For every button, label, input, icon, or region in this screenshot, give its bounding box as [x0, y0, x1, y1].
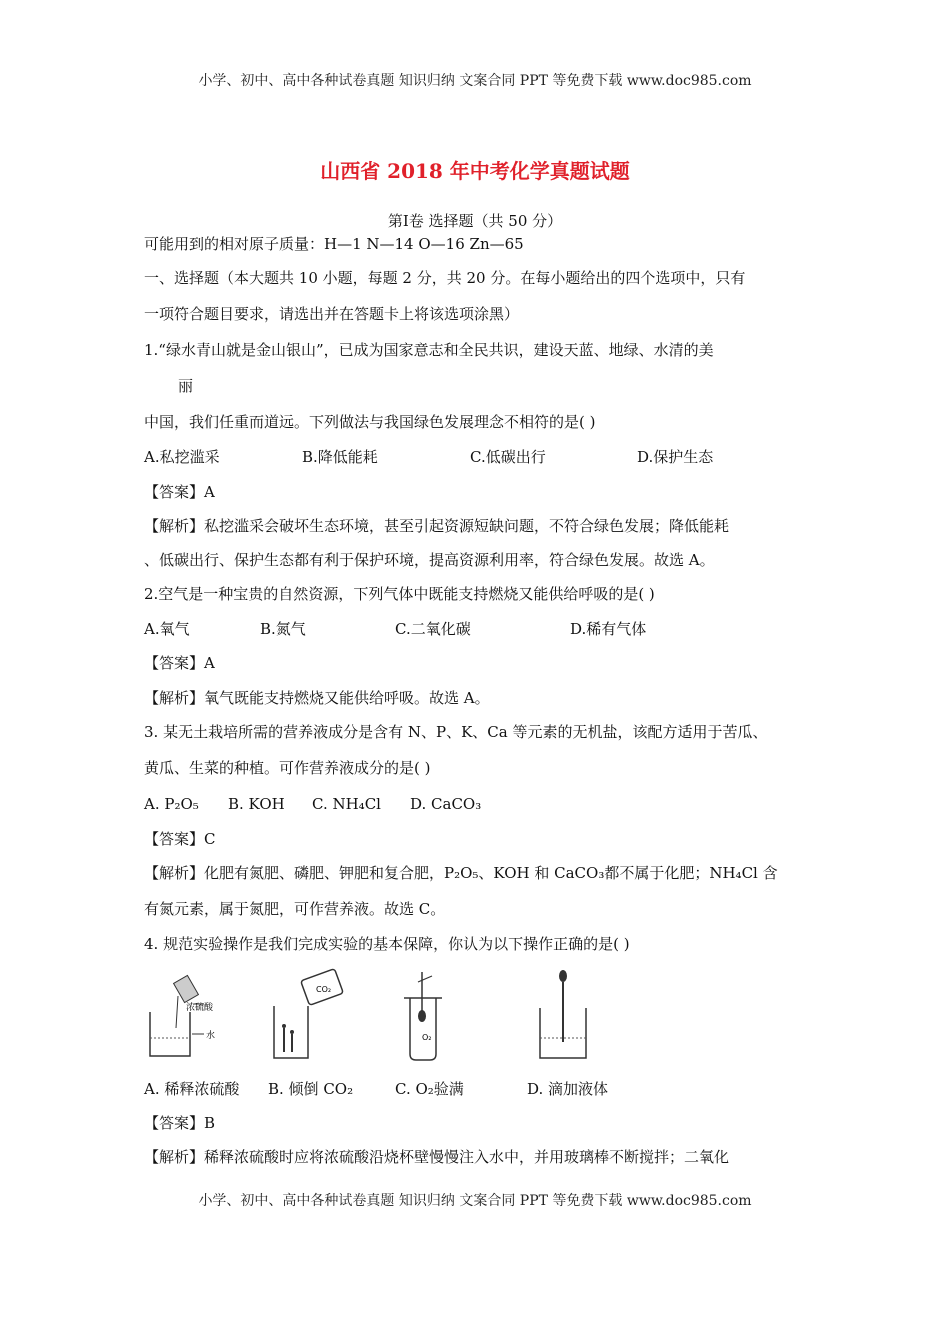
page-title: 山西省 2018 年中考化学真题试题	[320, 159, 630, 183]
q1-line-1: 1.“绿水青山就是金山银山”，已成为国家意志和全民共识，建设天蓝、地绿、水清的美	[144, 341, 714, 359]
q3-option-d: D. CaCO₃	[410, 795, 482, 813]
q2-option-d: D.稀有气体	[570, 620, 647, 638]
q3-line-2: 黄瓜、生菜的种植。可作营养液成分的是( )	[144, 759, 431, 777]
figure-c-o2-test	[398, 968, 458, 1064]
q4-option-b: B. 倾倒 CO₂	[268, 1080, 354, 1098]
q3-option-a: A. P₂O₅	[144, 795, 199, 813]
q3-analysis-2: 有氮元素，属于氮肥，可作营养液。故选 C。	[144, 900, 446, 918]
q1-option-b: B.降低能耗	[302, 448, 378, 466]
q1-analysis-2: 、低碳出行、保护生态都有利于保护环境，提高资源利用率，符合绿色发展。故选 A。	[144, 551, 715, 569]
q1-line-2: 丽	[178, 377, 194, 395]
q4-option-a: A. 稀释浓硫酸	[144, 1080, 240, 1098]
q1-answer: 【答案】A	[144, 483, 215, 501]
q3-line-1: 3. 某无土栽培所需的营养液成分是含有 N、P、K、Ca 等元素的无机盐，该配方适用于苦瓜、	[144, 723, 768, 741]
q1-analysis-1: 【解析】私挖滥采会破坏生态环境，甚至引起资源短缺问题，不符合绿色发展；降低能耗	[144, 517, 730, 535]
q2-option-a: A.氧气	[144, 620, 190, 638]
atomic-mass-line: 可能用到的相对原子质量：H—1 N—14 O—16 Zn—65	[144, 235, 524, 253]
q2-option-c: C.二氧化碳	[395, 620, 471, 638]
q1-option-a: A.私挖滥采	[144, 448, 220, 466]
figure-c-label-o2: O₂	[422, 1033, 432, 1042]
q1-option-d: D.保护生态	[637, 448, 714, 466]
q4-line: 4. 规范实验操作是我们完成实验的基本保障，你认为以下操作正确的是( )	[144, 935, 630, 953]
figure-b-label-co2: CO₂	[316, 985, 332, 994]
q4-option-c: C. O₂验满	[395, 1080, 464, 1098]
page-footer: 小学、初中、高中各种试卷真题 知识归纳 文案合同 PPT 等免费下载 www.doc985.com	[198, 1193, 752, 1209]
instruction-line-1: 一、选择题（本大题共 10 小题，每题 2 分，共 20 分。在每小题给出的四个选项中，只有	[144, 269, 746, 287]
q2-answer: 【答案】A	[144, 654, 215, 672]
q2-line: 2.空气是一种宝贵的自然资源，下列气体中既能支持燃烧又能供给呼吸的是( )	[144, 585, 655, 603]
q2-option-b: B.氮气	[260, 620, 306, 638]
figure-a-label-water: 水	[206, 1031, 216, 1041]
figure-b-pour-co2	[268, 968, 348, 1064]
q4-option-d: D. 滴加液体	[527, 1080, 609, 1098]
q3-analysis-1: 【解析】化肥有氮肥、磷肥、钾肥和复合肥，P₂O₅、KOH 和 CaCO₃都不属于化肥；NH₄Cl 含	[144, 864, 778, 882]
q4-analysis: 【解析】稀释浓硫酸时应将浓硫酸沿烧杯壁慢慢注入水中，并用玻璃棒不断搅拌；二氧化	[144, 1148, 730, 1166]
q4-answer: 【答案】B	[144, 1114, 216, 1132]
figure-a-dilute-acid	[146, 968, 222, 1064]
q3-option-c: C. NH₄Cl	[312, 795, 381, 813]
figure-d-dropper	[530, 968, 600, 1064]
q1-option-c: C.低碳出行	[470, 448, 546, 466]
q1-line-3: 中国，我们任重而道远。下列做法与我国绿色发展理念不相符的是( )	[144, 413, 596, 431]
instruction-line-2: 一项符合题目要求，请选出并在答题卡上将该选项涂黑）	[144, 305, 520, 323]
q3-option-b: B. KOH	[228, 795, 285, 813]
q3-answer: 【答案】C	[144, 830, 216, 848]
q2-analysis: 【解析】氧气既能支持燃烧又能供给呼吸。故选 A。	[144, 689, 490, 707]
section-heading: 第Ⅰ卷 选择题（共 50 分）	[387, 212, 563, 230]
figure-a-label-acid: 浓硫酸	[186, 1003, 214, 1013]
page-header: 小学、初中、高中各种试卷真题 知识归纳 文案合同 PPT 等免费下载 www.doc985.com	[198, 73, 752, 89]
